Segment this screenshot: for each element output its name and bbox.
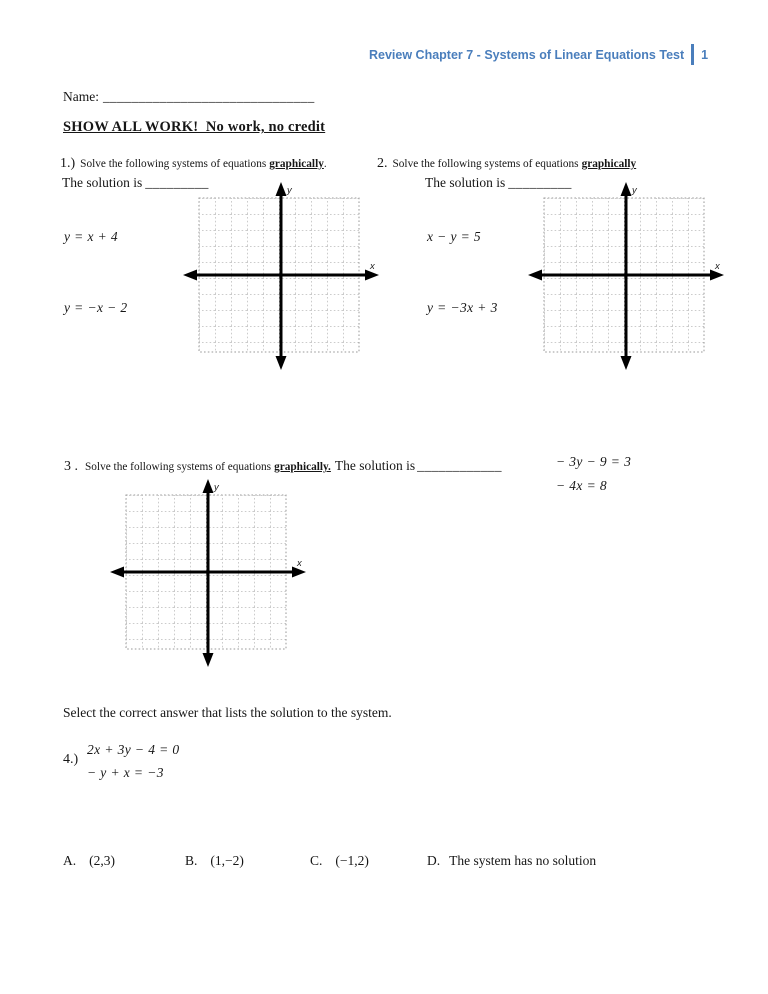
- problem3-number: 3 .: [64, 459, 78, 474]
- choice-c-letter: C.: [310, 853, 323, 868]
- problem3-solution-blank: ____________: [417, 458, 502, 473]
- y-axis-arrow-down-icon: [203, 653, 214, 667]
- problem1-number: 1.): [60, 156, 76, 171]
- header-title: Review Chapter 7 - Systems of Linear Equations Test: [369, 47, 685, 62]
- problem4-equation-2: − y + x = −3: [87, 765, 164, 780]
- choice-b-letter: B.: [185, 853, 198, 868]
- choice-d: [427, 853, 596, 869]
- y-axis-arrow-down-icon: [276, 356, 287, 370]
- choice-b-text: (1,−2): [210, 853, 244, 868]
- problem3-keyword: graphically.: [274, 461, 331, 473]
- problem1-solution-blank: _________: [145, 175, 209, 190]
- problem4-equation-1: 2x + 3y − 4 = 0: [87, 742, 180, 757]
- name-label: Name:: [63, 89, 99, 104]
- problem3-equation-2: − 4x = 8: [556, 478, 608, 493]
- problem1-keyword: graphically: [269, 158, 324, 170]
- x-axis-label: x: [715, 261, 720, 272]
- problem1-prompt-line: [60, 156, 327, 172]
- choice-b: [185, 853, 244, 869]
- x-axis-arrow-left-icon: [528, 270, 542, 281]
- choice-d-letter: D.: [427, 853, 441, 868]
- x-axis-arrow-left-icon: [183, 270, 197, 281]
- coordinate-grid-1: [181, 180, 381, 372]
- problem1-equation-2: y = −x − 2: [64, 300, 128, 315]
- choice-c: [310, 853, 369, 869]
- y-axis-label: y: [632, 185, 637, 196]
- problem3-prompt-line: [64, 458, 502, 475]
- problem1-equation-1: y = x + 4: [64, 229, 119, 244]
- problem3-equations: [556, 450, 631, 498]
- header-page-number: 1: [701, 47, 709, 62]
- problem2-prompt-line: [377, 156, 636, 172]
- problem2-prompt: Solve the following systems of equations: [392, 158, 579, 170]
- problem2-keyword: graphically: [581, 158, 637, 170]
- choice-a: [63, 853, 115, 869]
- problem4-intro: Select the correct answer that lists the solution to the system.: [63, 705, 392, 720]
- y-axis-arrow-up-icon: [621, 182, 632, 196]
- problem2-solution-blank: _________: [508, 175, 572, 190]
- x-axis-label: x: [370, 261, 375, 272]
- x-axis-label: x: [297, 558, 302, 569]
- problem2-equation-1: x − y = 5: [427, 229, 482, 244]
- name-blank-line: ______________________________: [103, 89, 315, 104]
- problem1-solution-label: The solution is: [62, 175, 143, 190]
- problem2-number: 2.: [377, 156, 388, 171]
- y-axis-label: y: [287, 185, 292, 196]
- problem3-prompt: Solve the following systems of equations: [85, 461, 272, 473]
- coordinate-grid-3: [108, 477, 308, 669]
- y-axis-arrow-up-icon: [203, 479, 214, 493]
- y-axis-label: y: [214, 482, 219, 493]
- instructions-text: SHOW ALL WORK! No work, no credit: [63, 119, 326, 135]
- answer-choices: [0, 853, 768, 873]
- problem2-equation-2: y = −3x + 3: [427, 300, 498, 315]
- page-header: [369, 44, 708, 65]
- coordinate-grid-2: [526, 180, 726, 372]
- problem1-keyword-suffix: .: [323, 158, 327, 170]
- problem2-solution-label: The solution is: [425, 175, 506, 190]
- problem3-solution-label: The solution is: [334, 458, 416, 473]
- problem1-prompt: Solve the following systems of equations: [80, 158, 267, 170]
- y-axis-arrow-down-icon: [621, 356, 632, 370]
- choice-c-text: (−1,2): [335, 853, 369, 868]
- choice-a-letter: A.: [63, 853, 77, 868]
- x-axis-arrow-left-icon: [110, 567, 124, 578]
- problem4-number: 4.): [63, 752, 79, 767]
- name-field: [63, 89, 315, 105]
- choice-a-text: (2,3): [89, 853, 115, 868]
- y-axis-arrow-up-icon: [276, 182, 287, 196]
- problem3-equation-1: − 3y − 9 = 3: [556, 454, 632, 469]
- header-divider: [691, 44, 694, 65]
- choice-d-text: The system has no solution: [449, 853, 597, 868]
- problem4-equations: [87, 738, 180, 784]
